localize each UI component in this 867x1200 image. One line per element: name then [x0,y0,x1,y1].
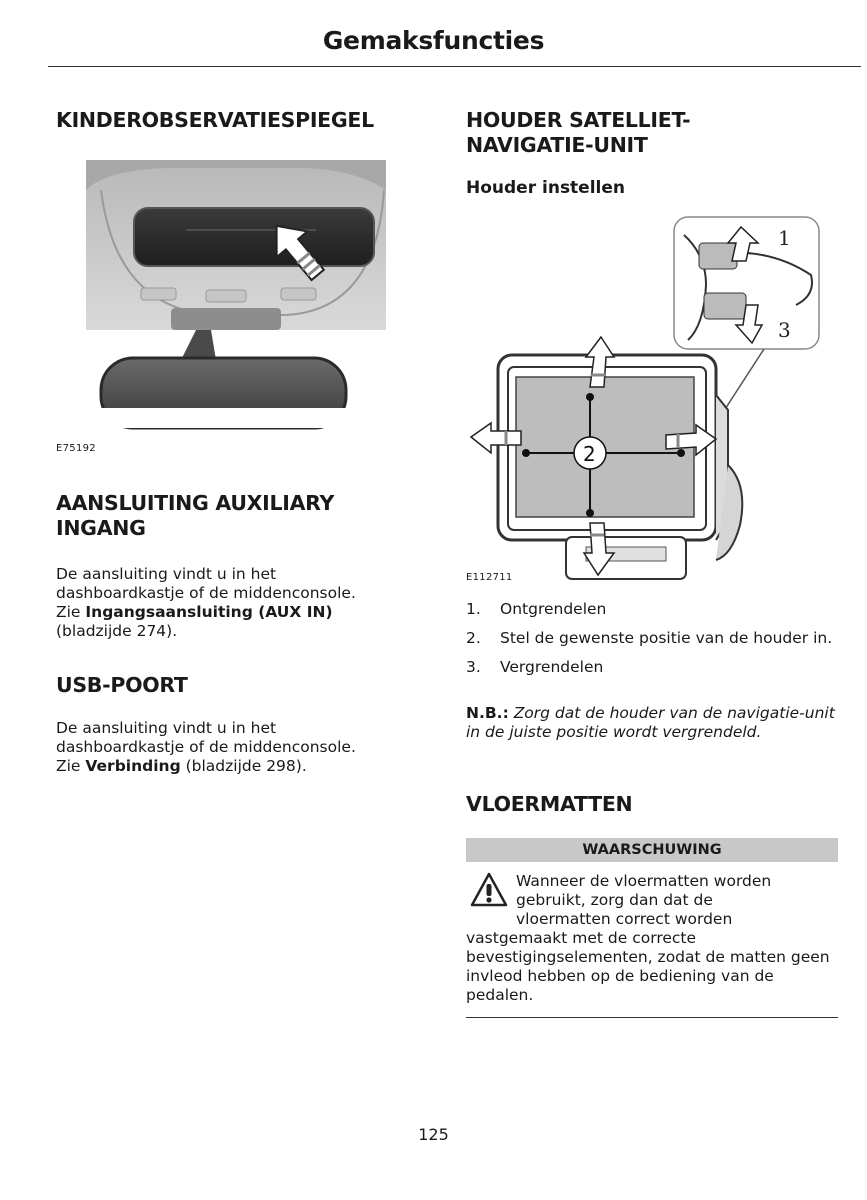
note-label: N.B.: [466,704,509,722]
note-text [466,704,840,742]
note-body: Zorg dat de houder van de navigatie-unit in de juiste positie wordt vergrendeld. [466,704,835,741]
mirror-heading: KINDEROBSERVATIESPIEGEL [56,108,374,132]
aux-cross-reference-link[interactable]: Ingangsaansluiting (AUX IN) [85,603,333,621]
aux-text [56,565,356,641]
usb-text [56,719,356,776]
page-number: 125 [418,1125,449,1144]
usb-cross-reference-link[interactable]: Verbinding [85,757,181,775]
list-item [466,658,840,677]
text-fragment: Zie [56,603,86,621]
nav-holder-figure [466,215,840,585]
text-fragment: vastgemaakt met de correcte bevestigingselementen, zodat de matten geen invleod hebben op de bediening van de pedalen. [466,929,830,1004]
holder-heading-line1: HOUDER SATELLIET- [466,108,691,132]
callout-3: 3 [778,318,791,342]
text-fragment: (bladzijde 274). [56,622,178,640]
text-line: vloermatten correct worden [516,910,733,928]
rear-mirror-illustration [56,160,396,450]
holder-subheading: Houder instellen [466,178,626,198]
step-number: 1. [466,600,481,618]
callout-1: 1 [778,226,791,250]
list-item [466,629,840,648]
text-line: gebruikt, zorg dan dat de [516,891,713,909]
callout-2: 2 [583,442,596,466]
warning-text [466,872,840,1005]
figure-code: E75192 [56,443,96,454]
page-title: Gemaksfuncties [322,26,545,55]
mirror-figure [56,160,396,450]
holder-heading-line2: NAVIGATIE-UNIT [466,133,648,157]
step-text: Ontgrendelen [500,600,607,618]
aux-heading-line2: INGANG [56,516,146,540]
step-number: 2. [466,629,481,647]
text-fragment: (bladzijde 298). [180,757,307,775]
holder-heading [466,108,690,158]
step-number: 3. [466,658,481,676]
nav-unit-illustration [466,215,840,585]
list-item [466,600,840,619]
step-text: Vergrendelen [500,658,604,676]
mats-heading: VLOERMATTEN [466,792,633,816]
text-fragment: Zie [56,757,86,775]
steps-list [466,600,840,687]
text-line: dashboardkastje of de middenconsole. [56,584,356,602]
warning-header: WAARSCHUWING [466,838,838,862]
text-line: dashboardkastje of de middenconsole. [56,738,356,756]
aux-heading [56,491,334,541]
text-line: De aansluiting vindt u in het [56,565,277,583]
usb-heading: USB-POORT [56,673,188,697]
text-line: De aansluiting vindt u in het [56,719,277,737]
text-line: Wanneer de vloermatten worden [516,872,772,890]
header-divider [48,66,861,67]
step-text: Stel de gewenste positie van de houder in. [500,629,833,647]
warning-divider [466,1017,838,1018]
aux-heading-line1: AANSLUITING AUXILIARY [56,491,335,515]
figure-code: E112711 [466,572,513,583]
